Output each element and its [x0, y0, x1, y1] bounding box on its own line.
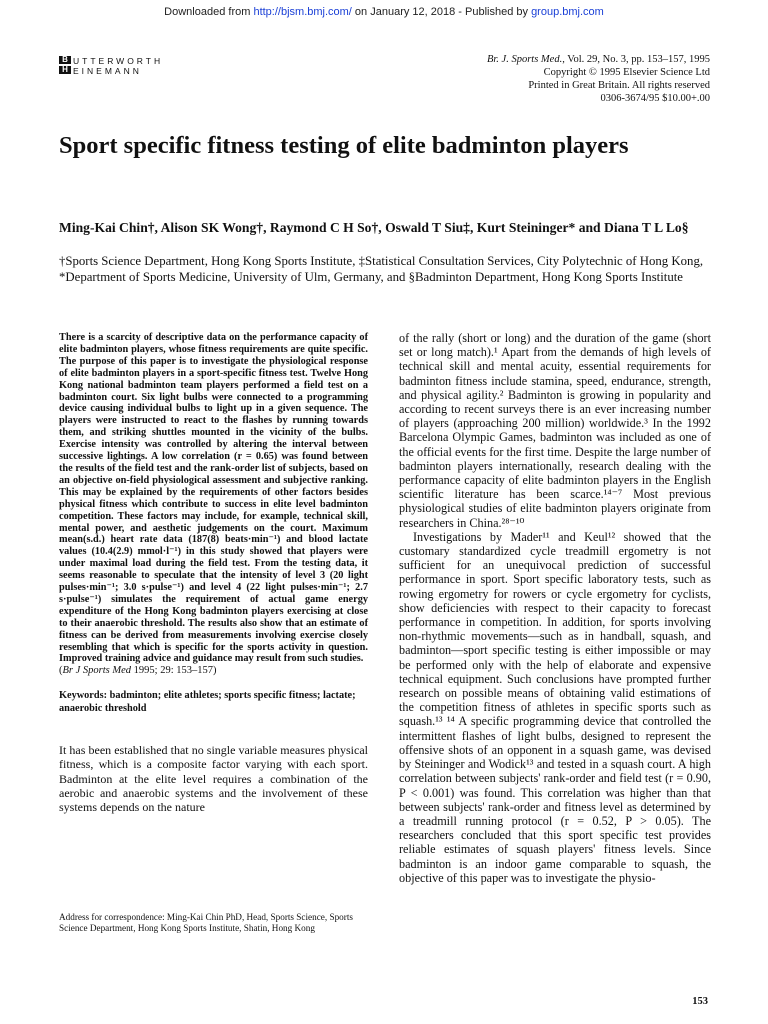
logo-line-2: EINEMANN [73, 66, 142, 76]
abstract-citation [59, 665, 368, 677]
printed-line: Printed in Great Britain. All rights reserved [528, 80, 710, 91]
page-number: 153 [692, 996, 708, 1007]
article-title: Sport specific fitness testing of elite badminton players [59, 132, 629, 159]
journal-citation-line [487, 53, 710, 66]
banner-middle: on January 12, 2018 - Published by [351, 6, 532, 18]
group-bmj-link[interactable]: group.bmj.com [531, 6, 604, 18]
copyright-line: Copyright © 1995 Elsevier Science Ltd [543, 67, 710, 78]
left-column [59, 332, 368, 814]
body-paragraph-2: Investigations by Mader¹¹ and Keul¹² showed that the customary standardized cycle treadmill ergometry is not sufficient for an unequivocal prediction of successful performance in sport. Sport specific laboratory tests, such as rowing ergometry for rowers or cycle ergometry for cyclists, show deficiencies with respect to their capacity to forecast performance in competition. In addition, for sports involving non-rhythmic movements—such as in handball, squash, and badminton—sport specific testing is either impossible or may be performed only with the help of elaborate and expensive technical equipment. Such conclusions have prompted further research on possible means of obtaining valid estimations of the competition fitness of athletes in specific sports such as squash.¹³ ¹⁴ A specific programming device that controlled the intermittent flashes of light bulbs, designed to represent the offensive shots of an opponent in a squash game, was devised by Steininger and Wodick¹³ and tested in a squash court. A high correlation between subjects' rank-order and field test (r = 0.90, P < 0.001) was found. This correlation was higher than that between subjects' rank-order and fitness level as determined by a treadmill running protocol (r = 0.52, P > 0.05). The researchers concluded that this sport specific test provides reliable estimates of squash players' fitness levels. Since badminton is an indoor game comparable to squash, the objective of this paper was to investigate the physio- [399, 529, 711, 885]
abstract: There is a scarcity of descriptive data on the performance capacity of elite badminton players, whose fitness requirements are quite specific. The purpose of this paper is to investigate the physiological response of elite badminton players in a sport-specific fitness test. Twelve Hong Kong national badminton team players performed a field test on a badminton court. Six light bulbs were connected to a programming device causing individual bulbs to light up in a given sequence. The players were instructed to react to the flashes by running towards them, and striking shuttles mounted in the vicinity of the bulbs. Exercise intensity was controlled by altering the interval between successive lightings. A low correlation (r = 0.65) was found between the results of the field test and the rank-order list of subjects, based on an objective on-field physiological assessment and subjective ranking. This may be explained by the requirements of other factors besides physical fitness which contribute to success in elite level badminton competition. These factors may include, for example, technical skill, mental power, and aesthetic judgements on the court. Maximum mean(s.d.) heart rate data (187(8) beats·min⁻¹) and blood lactate values (10.4(2.9) mmol·l⁻¹) in this study showed that players were under maximal load during the field test. From the testing data, it seems reasonable to speculate that the intensity of level 3 (20 light pulses·min⁻¹; 3.0 s·pulse⁻¹) and level 4 (22 light pulses·min⁻¹; 2.7 s·pulse⁻¹) simulates the requirement of actual game energy expenditure of the Hong Kong badminton players exercising at close to their anaerobic threshold. The results also show that an estimate of fitness can be derived from measurements involving exercise closely resembling that which is specific for the sports activity in question. Improved training advice and guidance may result from such studies. [59, 332, 368, 665]
logo-blocks [59, 56, 71, 74]
author-list: Ming-Kai Chin†, Alison SK Wong†, Raymond C H So†, Oswald T Siu‡, Kurt Steininger* and Diana T L Lo§ [59, 220, 689, 235]
correspondence-footnote: Address for correspondence: Ming-Kai Chin PhD, Head, Sports Science, Sports Science Department, Hong Kong Sports Institute, Shatin, Hong Kong [59, 912, 353, 933]
journal-meta [487, 53, 710, 105]
logo-text [73, 56, 163, 76]
logo-block-h: H [59, 66, 71, 74]
logo-block-b: B [59, 56, 71, 64]
bjsm-link[interactable]: http://bjsm.bmj.com/ [253, 6, 352, 18]
download-banner [0, 6, 768, 18]
intro-paragraph: It has been established that no single variable measures physical fitness, which is a composite factor varying with each sport. Badminton at the elite level requires a combination of the aerobic and anaerobic systems and the involvement of these systems depends on the nature [59, 743, 368, 814]
journal-name: Br. J. Sports Med. [486, 54, 563, 65]
citation-journal: Br J Sports Med [62, 665, 132, 677]
keywords: Keywords: badminton; elite athletes; sports specific fitness; lactate; anaerobic threshold [59, 690, 356, 714]
journal-volume: , Vol. 29, No. 3, pp. 153–157, 1995 [562, 54, 710, 65]
issn-line: 0306-3674/95 $10.00+.00 [600, 93, 710, 104]
right-column [399, 331, 711, 885]
affiliations: †Sports Science Department, Hong Kong Sports Institute, ‡Statistical Consultation Services, City Polytechnic of Hong Kong, *Department of Sports Medicine, University of Ulm, Germany, and §Badminton Department, Hong Kong Sports Institute [59, 254, 704, 284]
banner-prefix: Downloaded from [164, 6, 254, 18]
publisher-logo [59, 56, 163, 76]
logo-line-1: UTTERWORTH [73, 56, 164, 66]
body-paragraph-1: of the rally (short or long) and the duration of the game (short set or long match).¹ Apart from the demands of high levels of technical skill and mental acuity, essential requirements for badminton fitness include stamina, speed, endurance, strength, and physical agility.² Badminton is growing in popularity and according to recent surveys there is an ever increasing number of players (approaching 200 million) worldwide.³ In the 1992 Barcelona Olympic Games, badminton was included as one of the official events for the first time. Despite the large number of badminton players internationally, research dealing with the performance capacity of elite badminton players in the English scientific literature has been scarce.¹⁴⁻⁷ Most previous physiological studies of elite badminton players originate from researchers in China.²⁸⁻¹⁰ [399, 331, 711, 530]
citation-open: ( [59, 665, 63, 677]
citation-rest: 1995; 29: 153–157) [131, 665, 217, 677]
